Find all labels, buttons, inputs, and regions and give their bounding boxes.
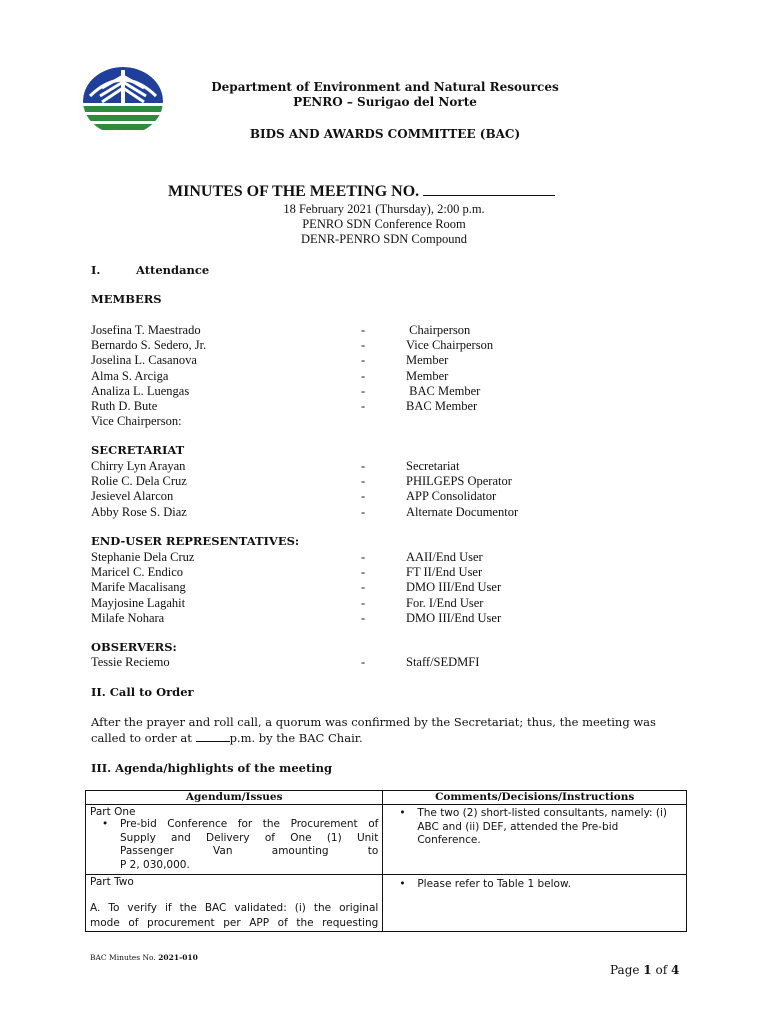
separator-dash: - — [361, 399, 366, 413]
separator-dash: - — [361, 565, 366, 580]
end-users-heading: END-USER REPRESENTATIVES: — [91, 534, 300, 548]
attendee-name: Alma S. Arciga — [91, 368, 169, 383]
attendee-role: BAC Member — [406, 399, 478, 413]
part-one-label: Part One — [90, 806, 136, 818]
separator-dash: - — [361, 323, 366, 337]
part-one-line: • Pre-bid Conference for the Procurement of — [120, 818, 379, 830]
attendee-name: Jesievel Alarcon — [91, 489, 174, 504]
part-one-line: Passenger Van amounting to — [120, 845, 379, 857]
list-item — [91, 369, 611, 384]
dept-name: Department of Environment and Natural Resources — [211, 80, 559, 94]
meeting-place: DENR-PENRO SDN Compound — [301, 232, 467, 246]
part-one-comment: • The two (2) short-listed consultants, namely: (i) ABC and (ii) DEF, attended the Pre-bid Conference. — [387, 807, 682, 848]
attendee-role: PHILGEPS Operator — [406, 474, 512, 489]
observers-heading: OBSERVERS: — [91, 640, 177, 654]
attendee-name: Ruth D. Bute — [91, 399, 158, 413]
attendee-name: Joselina L. Casanova — [91, 353, 197, 368]
attendee-role: Member — [406, 368, 449, 383]
attendee-name: Milafe Nohara — [91, 610, 165, 625]
minutes-no: 2021-010 — [158, 953, 198, 962]
table-header-row — [86, 791, 687, 805]
list-item — [91, 655, 611, 670]
list-item — [91, 338, 611, 353]
part-two-cell — [86, 875, 383, 932]
separator-dash: - — [361, 353, 366, 368]
attendee-role: Staff/SEDMFI — [406, 655, 480, 669]
attendee-role: APP Consolidator — [406, 489, 497, 504]
attendee-role: Chairperson — [406, 323, 471, 337]
separator-dash: - — [361, 550, 366, 564]
col-agendum-header: Agendum/Issues — [86, 791, 383, 805]
attendee-name: Tessie Reciemo — [91, 655, 170, 669]
title-text: MINUTES OF THE MEETING NO. — [168, 183, 420, 200]
document-title — [168, 183, 608, 201]
list-item — [91, 323, 611, 338]
attendee-role: Member — [406, 353, 449, 368]
part-one-cell — [86, 805, 383, 875]
separator-dash: - — [361, 504, 366, 519]
part-two-comment: • Please refer to Table 1 below. — [387, 878, 682, 892]
attendee-name: Rolie C. Dela Cruz — [91, 474, 187, 489]
agenda-table — [85, 790, 687, 932]
denr-logo-icon — [82, 66, 164, 136]
part-two-line: mode of procurement per APP of the requesting — [90, 917, 379, 929]
page-of: of — [651, 963, 671, 977]
office-name: PENRO – Surigao del Norte — [293, 95, 477, 109]
separator-dash: - — [361, 368, 366, 383]
members-heading: MEMBERS — [91, 292, 162, 306]
separator-dash: - — [361, 383, 366, 398]
list-item — [91, 459, 611, 474]
attendee-role: FT II/End User — [406, 565, 483, 580]
list-item — [91, 353, 611, 368]
attendee-role: AAII/End User — [406, 550, 483, 564]
separator-dash: - — [361, 489, 366, 504]
attendee-name: Vice Chairperson: — [91, 414, 182, 429]
list-item — [91, 414, 611, 429]
attendee-name: Mayjosine Lagahit — [91, 595, 186, 610]
attendee-role: DMO III/End User — [406, 610, 502, 625]
call-to-order-line2b: p.m. by the BAC Chair. — [229, 731, 363, 745]
call-to-order-heading: II. Call to Order — [91, 685, 194, 699]
list-item — [91, 550, 611, 565]
col-comments-header: Comments/Decisions/Instructions — [383, 791, 687, 805]
separator-dash: - — [361, 338, 366, 353]
attendance-label: Attendance — [136, 263, 210, 277]
list-item — [91, 596, 611, 611]
attendance-heading — [91, 263, 210, 277]
meeting-datetime: 18 February 2021 (Thursday), 2:00 p.m. — [283, 202, 485, 216]
attendee-role: Alternate Documentor — [406, 504, 519, 519]
table-row — [86, 875, 687, 932]
page-total: 4 — [670, 963, 680, 977]
page-label: Page — [610, 963, 644, 977]
secretariat-heading: SECRETARIAT — [91, 443, 185, 457]
call-to-order-line2a: called to order at — [91, 731, 196, 745]
time-blank — [196, 731, 230, 742]
separator-dash: - — [361, 655, 366, 669]
attendee-name: Bernardo S. Sedero, Jr. — [91, 338, 207, 353]
attendance-num: I. — [91, 263, 101, 277]
part-one-line: P 2, 030,000. — [120, 858, 190, 871]
list-item — [91, 489, 611, 504]
attendee-name: Analiza L. Luengas — [91, 383, 190, 398]
list-item — [91, 580, 611, 595]
attendee-role: Secretariat — [406, 459, 460, 473]
call-to-order-line2 — [91, 730, 681, 746]
agenda-heading: III. Agenda/highlights of the meeting — [91, 761, 333, 775]
committee-name: BIDS AND AWARDS COMMITTEE (BAC) — [249, 127, 521, 141]
part-one-line: Supply and Delivery of One (1) Unit — [120, 831, 379, 844]
separator-dash: - — [361, 474, 366, 489]
attendee-name: Abby Rose S. Diaz — [91, 504, 187, 519]
attendee-role: BAC Member — [406, 383, 481, 398]
call-to-order-line1: After the prayer and roll call, a quorum was confirmed by the Secretariat; thus, the meeting was — [91, 715, 656, 729]
table-row — [86, 805, 687, 875]
list-item — [91, 565, 611, 580]
attendee-role: For. I/End User — [406, 595, 484, 610]
list-item — [91, 505, 611, 520]
separator-dash: - — [361, 459, 366, 473]
page-num: 1 — [643, 963, 652, 977]
meeting-number-blank — [423, 183, 555, 196]
part-two-comment-cell — [383, 875, 687, 932]
part-two-label: Part Two — [90, 876, 134, 888]
minutes-label: BAC Minutes No. — [90, 953, 159, 962]
separator-dash: - — [361, 595, 366, 610]
attendee-name: Maricel C. Endico — [91, 565, 183, 580]
list-item — [91, 474, 611, 489]
separator-dash: - — [361, 580, 366, 595]
minutes-number-footer — [90, 953, 198, 962]
attendee-role: Vice Chairperson — [406, 338, 494, 353]
attendee-name: Chirry Lyn Arayan — [91, 459, 186, 473]
part-one-bullet — [90, 818, 378, 872]
call-to-order-text — [91, 714, 681, 746]
attendee-name: Stephanie Dela Cruz — [91, 550, 195, 564]
attendee-role: DMO III/End User — [406, 580, 502, 595]
meeting-room: PENRO SDN Conference Room — [302, 217, 466, 231]
attendee-name: Marife Macalisang — [91, 580, 186, 595]
attendee-name: Josefina T. Maestrado — [91, 323, 201, 337]
separator-dash: - — [361, 610, 366, 625]
list-item — [91, 384, 611, 399]
part-one-comment-cell — [383, 805, 687, 875]
list-item — [91, 399, 611, 414]
list-item — [91, 611, 611, 626]
page-indicator — [610, 963, 679, 977]
part-two-line: A. To verify if the BAC validated: (i) the original — [90, 902, 379, 914]
